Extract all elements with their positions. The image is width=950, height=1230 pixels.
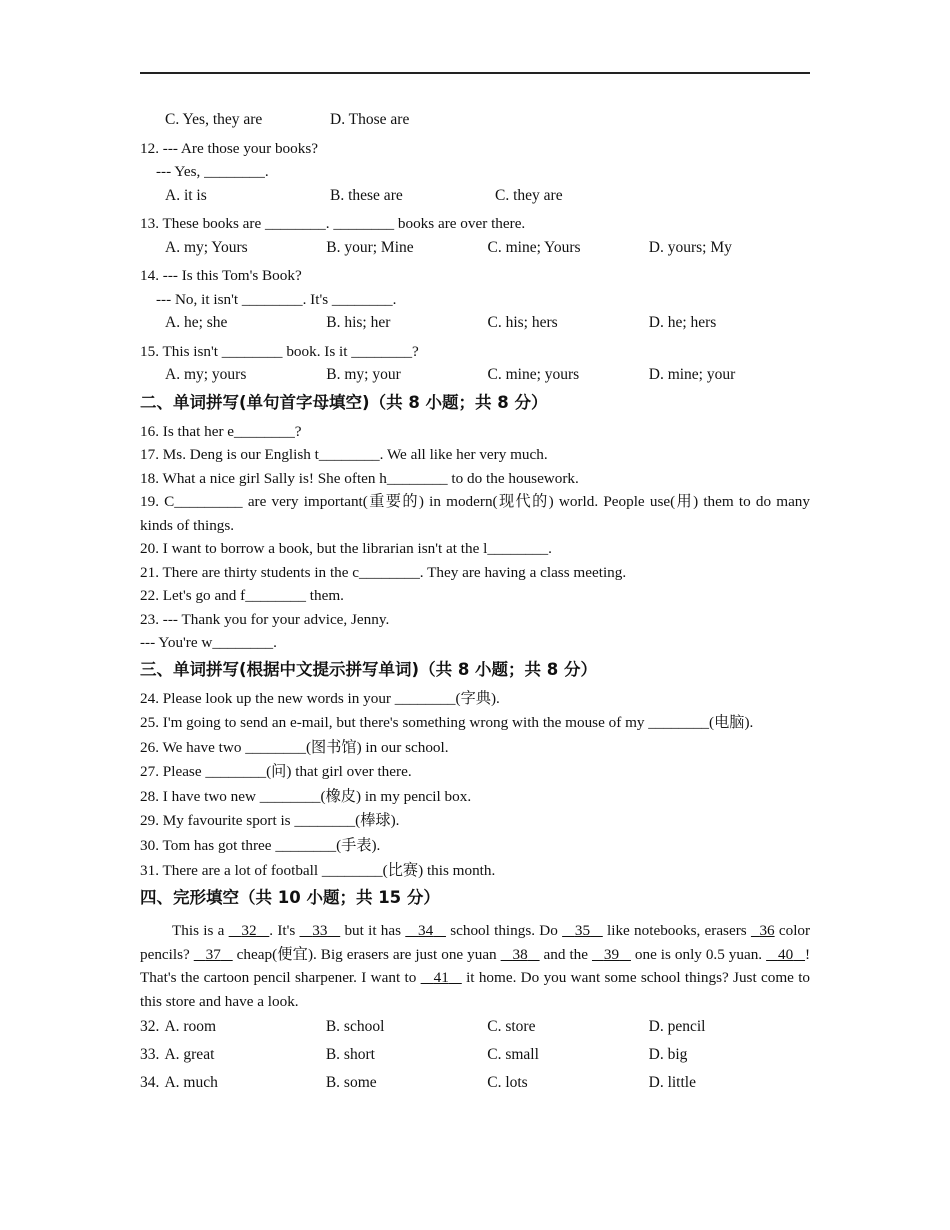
option: B. my; your <box>326 366 401 383</box>
q21: 21. There are thirty students in the c________. They are having a class meeting. <box>140 563 627 581</box>
q14-answer-line: --- No, it isn't ________. It's ________. <box>156 290 397 308</box>
header-rule <box>140 72 810 74</box>
option: B. some <box>325 1074 377 1092</box>
option: D. mine; your <box>648 366 736 383</box>
q23-question: 23. --- Thank you for your advice, Jenny. <box>140 610 390 628</box>
q26: 26. We have two ________(图书馆) in our school. <box>140 738 449 756</box>
q20: 20. I want to borrow a book, but the librarian isn't at the l________. <box>140 540 552 557</box>
q32-options <box>140 1013 810 1041</box>
option: A. he; she <box>165 314 228 331</box>
option: D. pencil <box>648 1018 706 1036</box>
blank-33: 33 <box>312 922 328 940</box>
q15-options <box>165 363 810 388</box>
q12-options <box>165 184 810 209</box>
option: C. mine; Yours <box>487 238 581 256</box>
option: C. his; hers <box>487 314 558 331</box>
passage-text: one is only 0.5 yuan. <box>630 945 767 963</box>
q13-options <box>165 236 810 261</box>
q12-answer-line: --- Yes, ________. <box>156 163 269 180</box>
option: A. my; yours <box>165 366 247 383</box>
question-number: 34. <box>140 1074 160 1092</box>
option: C. they are <box>495 186 563 204</box>
q12-question: 12. --- Are those your books? <box>140 139 318 157</box>
passage-text: like notebooks, erasers <box>602 922 751 940</box>
blank-37: 37 <box>205 945 221 963</box>
passage-text: and the <box>539 945 592 963</box>
q11-options <box>165 108 810 133</box>
option: D. he; hers <box>648 314 717 331</box>
option: A. great <box>164 1046 215 1064</box>
blank-39: 39 <box>603 945 620 963</box>
option: D. little <box>648 1074 696 1092</box>
q16: 16. Is that her e________? <box>140 422 302 440</box>
q17: 17. Ms. Deng is our English t________. We all like her very much. <box>140 446 548 463</box>
q14-options <box>165 311 810 336</box>
question-number: 33. <box>140 1046 160 1064</box>
q22: 22. Let's go and f________ them. <box>140 587 344 604</box>
blank-41: 41 <box>433 969 449 987</box>
passage-text: ! That's the cartoon pencil sharpener. I want to <box>140 945 811 987</box>
option: A. it is <box>165 186 207 204</box>
blank-36: 36 <box>759 922 775 940</box>
blank-38: 38 <box>512 945 528 963</box>
passage-text: but it has <box>340 922 406 940</box>
option: D. yours; My <box>648 238 732 256</box>
option: B. his; her <box>326 314 391 331</box>
q13-question: 13. These books are ________. ________ books are over there. <box>140 215 526 232</box>
passage-text: it home. Do you want some school things? Just come to this store and have a look. <box>140 969 811 1010</box>
passage-text: This is a <box>172 922 229 940</box>
q24: 24. Please look up the new words in your ________(字典). <box>140 689 500 707</box>
q18: 18. What a nice girl Sally is! She often h________ to do the housework. <box>140 469 579 487</box>
q25: 25. I'm going to send an e-mail, but there's something wrong with the mouse of my ________(电脑). <box>140 714 754 732</box>
option: C. mine; yours <box>487 366 580 383</box>
option: D. Those are <box>330 111 410 128</box>
blank-40: 40 <box>777 945 794 963</box>
q14-question: 14. --- Is this Tom's Book? <box>140 267 302 284</box>
blank-35: 35 <box>574 922 591 940</box>
section-heading-3: 三、单词拼写(根据中文提示拼写单词)（共 8 小题；共 8 分） <box>140 659 598 679</box>
cloze-passage <box>140 919 810 1013</box>
q33-options <box>140 1041 810 1069</box>
option: C. small <box>487 1046 539 1064</box>
option: A. my; Yours <box>165 238 248 256</box>
option: B. these are <box>330 186 403 204</box>
option: B. your; Mine <box>326 238 414 256</box>
option: B. short <box>325 1046 375 1064</box>
option: A. much <box>164 1074 218 1092</box>
q30: 30. Tom has got three ________(手表). <box>140 837 381 855</box>
option: C. store <box>487 1018 536 1036</box>
blank-32: 32 <box>241 922 257 940</box>
option: C. lots <box>487 1074 528 1092</box>
passage-text: . It's <box>269 922 300 940</box>
question-number: 32. <box>140 1018 160 1036</box>
passage-text: cheap(便宜). Big erasers are just one yuan <box>232 945 501 963</box>
q34-options <box>140 1069 810 1097</box>
section-heading-4: 四、完形填空（共 10 小题；共 15 分） <box>140 888 440 908</box>
q31: 31. There are a lot of football ________(比赛) this month. <box>140 861 496 879</box>
option: B. school <box>325 1018 385 1036</box>
passage-text: school things. Do <box>445 922 563 940</box>
q15-question: 15. This isn't ________ book. Is it ________? <box>140 342 419 360</box>
option: C. Yes, they are <box>165 111 263 128</box>
section-heading-2: 二、单词拼写(单句首字母填空)（共 8 小题；共 8 分） <box>140 392 548 412</box>
exam-page <box>140 108 810 1097</box>
blank-34: 34 <box>418 922 434 940</box>
q27: 27. Please ________(问) that girl over there. <box>140 763 412 781</box>
q23-answer-line: --- You're w________. <box>140 634 277 651</box>
option: A. room <box>164 1018 217 1036</box>
q29: 29. My favourite sport is ________(棒球). <box>140 812 400 830</box>
option: D. big <box>648 1046 688 1064</box>
q28: 28. I have two new ________(橡皮) in my pencil box. <box>140 787 472 805</box>
passage-text: color pencils? <box>140 922 811 963</box>
q19: 19. C_________ are very important(重要的) in modern(现代的) world. People use(用) them to do many kinds of things. <box>140 493 810 534</box>
